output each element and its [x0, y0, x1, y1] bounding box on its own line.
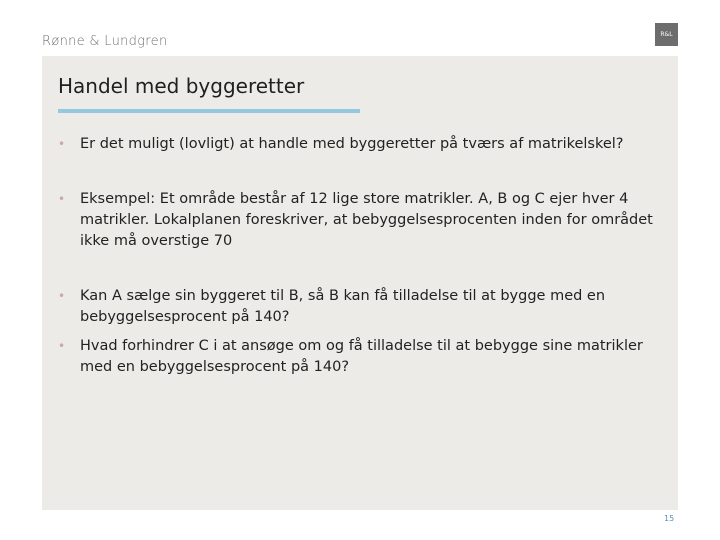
bullet-icon: • — [58, 137, 66, 151]
bullet-item — [58, 336, 658, 378]
logo-icon: R&L — [655, 23, 678, 46]
bullet-text: Eksempel: Et område består af 12 lige store matrikler. A, B og C ejer hver 4 matrikler. Lokalplanen foreskriver, at bebyggelsesprocenten inden for området ikke må overstige 70 — [80, 191, 653, 249]
bullet-item — [58, 134, 658, 155]
bullet-text: Kan A sælge sin byggeret til B, så B kan få tilladelse til at bygge med en bebyggelsesprocent på 140? — [80, 288, 606, 325]
bullet-icon: • — [58, 339, 66, 353]
brand-wordmark: Rønne & Lundgren — [42, 34, 168, 49]
title-underline — [58, 109, 360, 113]
bullet-item — [58, 286, 658, 328]
slide-title: Handel med byggeretter — [58, 74, 305, 98]
bullet-text: Er det muligt (lovligt) at handle med byggeretter på tværs af matrikelskel? — [80, 136, 624, 152]
content-panel — [42, 56, 678, 510]
page-number: 15 — [664, 514, 675, 523]
bullet-icon: • — [58, 289, 66, 303]
bullet-item — [58, 189, 658, 252]
bullet-text: Hvad forhindrer C i at ansøge om og få tilladelse til at bebygge sine matrikler med en bebyggelsesprocent på 140? — [80, 338, 643, 375]
bullet-icon: • — [58, 192, 66, 206]
